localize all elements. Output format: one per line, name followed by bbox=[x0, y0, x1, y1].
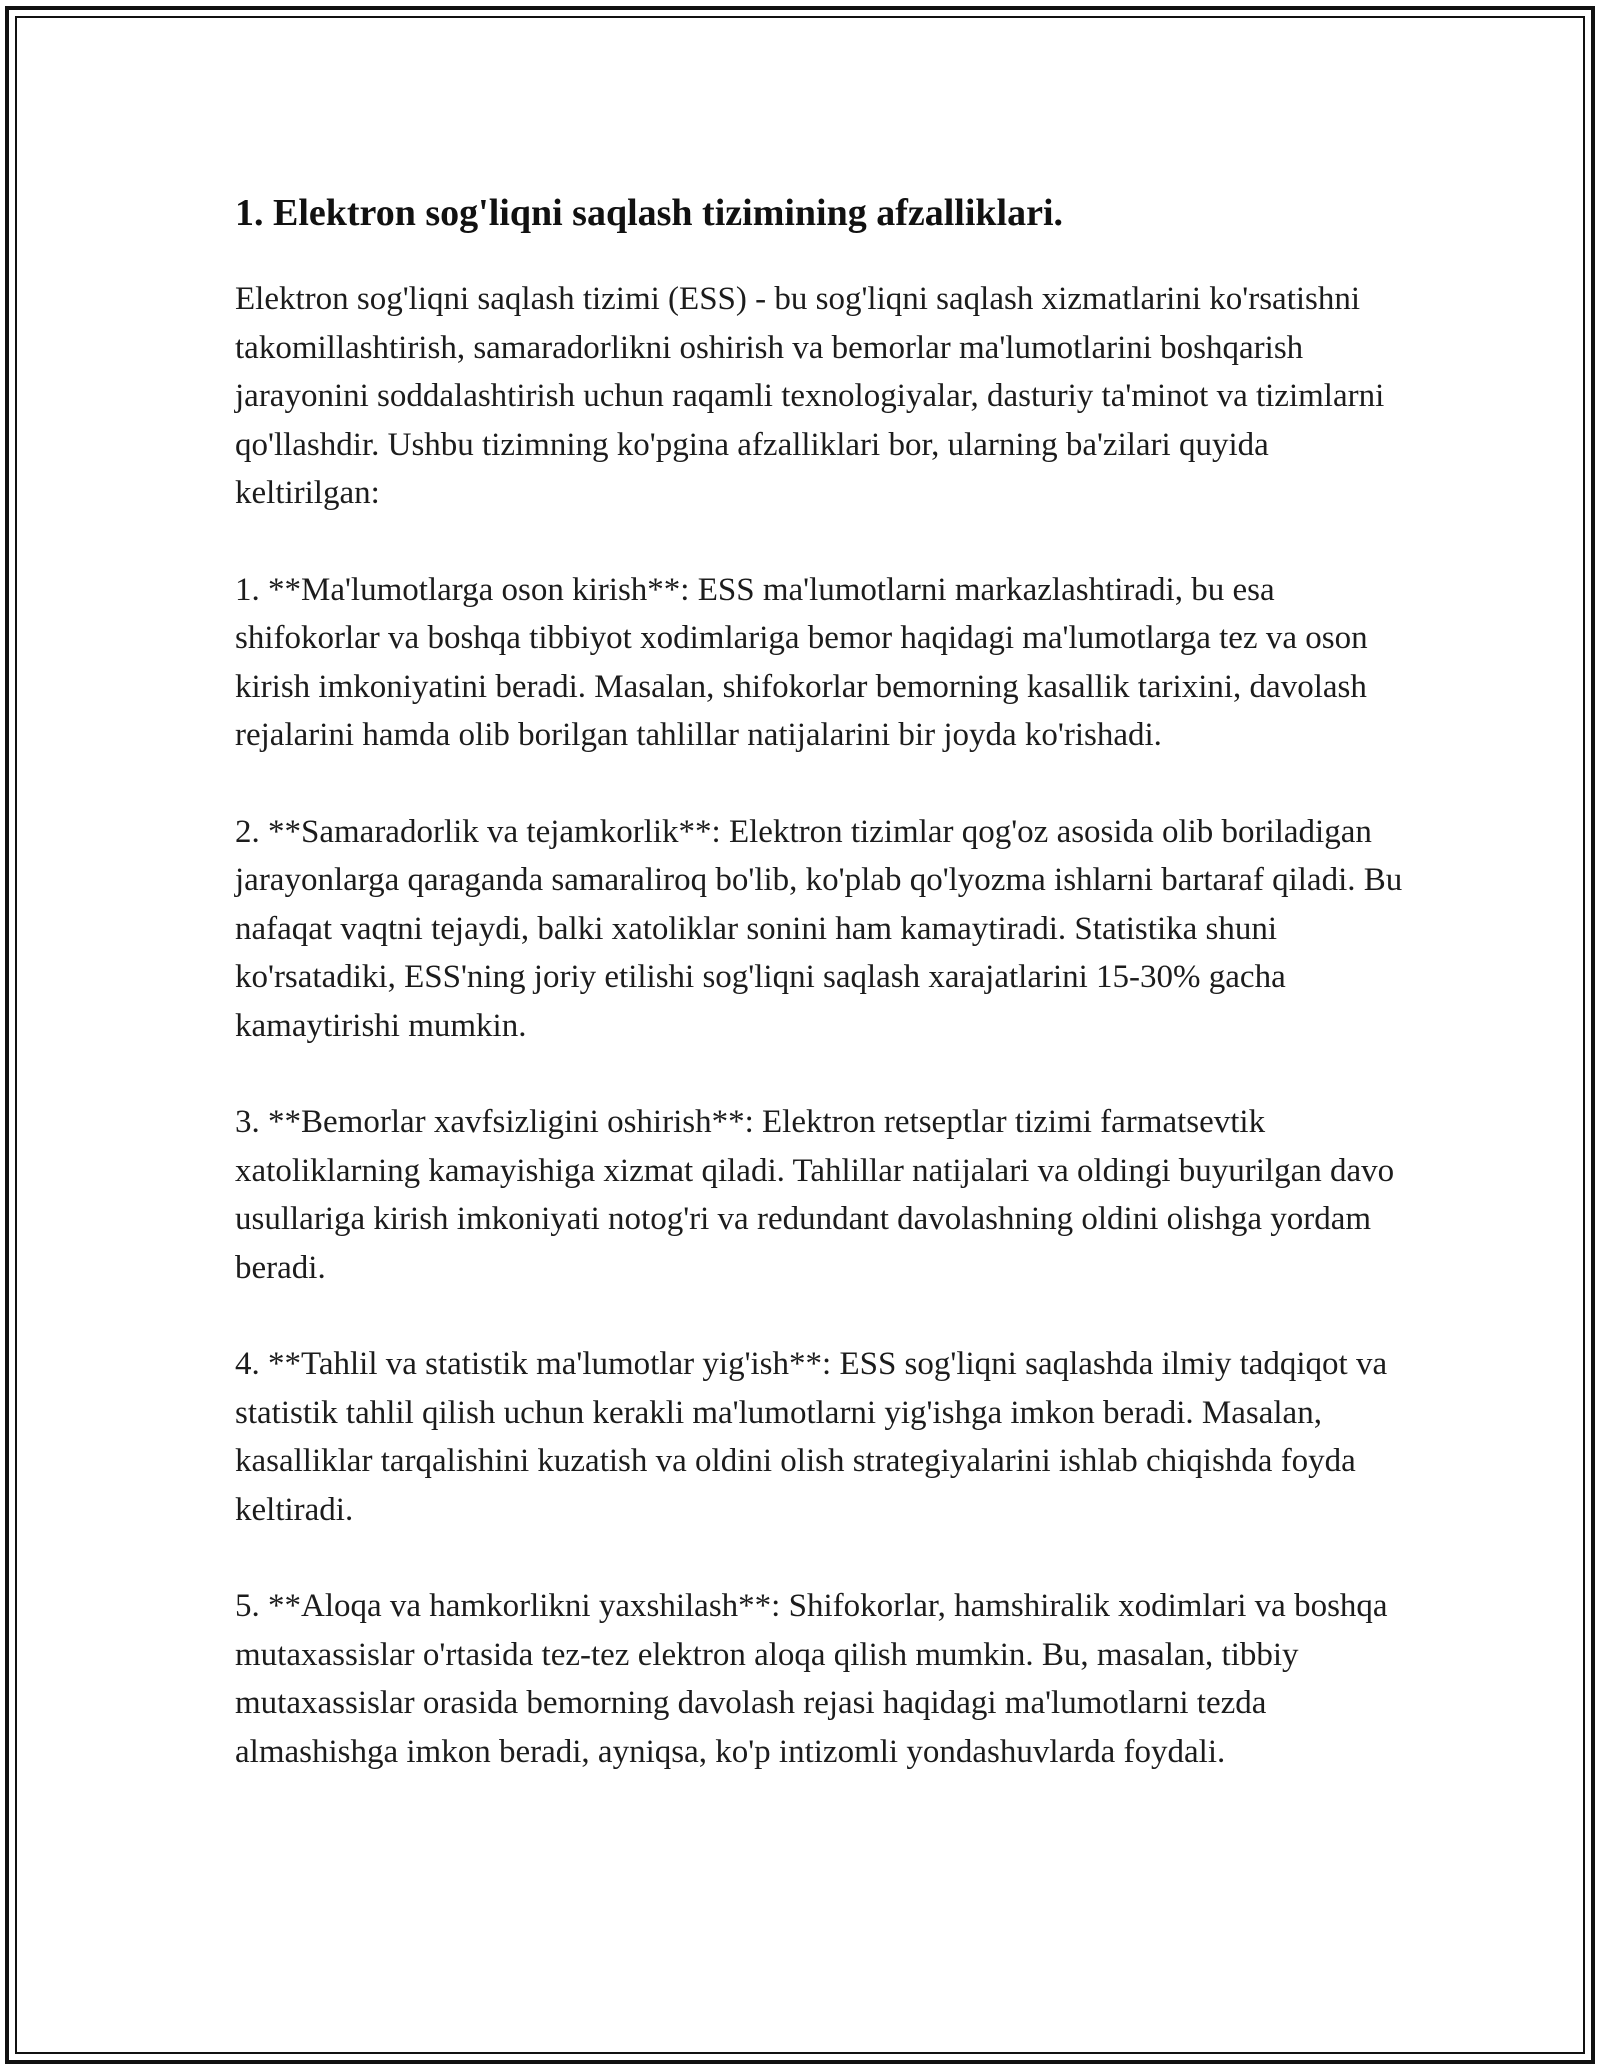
point-paragraph-4: 4. **Tahlil va statistik ma'lumotlar yig'ish**: ESS sog'liqni saqlashda ilmiy tadqiqot va statistik tahlil qilish uchun kerakli ma'lumotlarni yig'ishga imkon beradi. Masalan, kasalliklar tarqalishini kuzatish va oldini olish strategiyalarini ishlab chiqishda foyda keltiradi. bbox=[235, 1346, 1388, 1528]
document-body bbox=[235, 186, 1405, 1776]
point-paragraph-2: 2. **Samaradorlik va tejamkorlik**: Elektron tizimlar qog'oz asosida olib boriladigan jarayonlarga qaraganda samaraliroq bo'lib, ko'plab qo'lyozma ishlarni bartaraf qiladi. Bu nafaqat vaqtni tejaydi, balki xatoliklar sonini ham kamaytiradi. Statistika shuni ko'rsatadiki, ESS'ning joriy etilishi sog'liqni saqlash xarajatlarini 15-30% gacha kamaytirishi mumkin. bbox=[235, 813, 1403, 1044]
point-paragraph-5: 5. **Aloqa va hamkorlikni yaxshilash**: Shifokorlar, hamshiralik xodimlari va boshqa mutaxassislar o'rtasida tez-tez elektron aloqa qilish mumkin. Bu, masalan, tibbiy mutaxassislar orasida bemorning davolash rejasi haqidagi ma'lumotlarni tezda almashishga imkon beradi, ayniqsa, ko'p intizomli yondashuvlarda foydali. bbox=[235, 1588, 1388, 1770]
point-paragraph-1: 1. **Ma'lumotlarga oson kirish**: ESS ma'lumotlarni markazlashtiradi, bu esa shifokorlar va boshqa tibbiyot xodimlariga bemor haqidagi ma'lumotlarga tez va oson kirish imkoniyatini beradi. Masalan, shifokorlar bemorning kasallik tarixini, davolash rejalarini hamda olib borilgan tahlillar natijalarini bir joyda ko'rishadi. bbox=[235, 571, 1368, 753]
intro-paragraph: Elektron sog'liqni saqlash tizimi (ESS) - bu sog'liqni saqlash xizmatlarini ko'rsatishni takomillashtirish, samaradorlikni oshirish va bemorlar ma'lumotlarini boshqarish jarayonini soddalashtirish uchun raqamli texnologiyalar, dasturiy ta'minot va tizimlarni qo'llashdir. Ushbu tizimning ko'pgina afzalliklari bor, ularning ba'zilari quyida keltirilgan: bbox=[235, 281, 1385, 511]
point-paragraph-3: 3. **Bemorlar xavfsizligini oshirish**: Elektron retseptlar tizimi farmatsevtik xatoliklarning kamayishiga xizmat qiladi. Tahlillar natijalari va oldingi buyurilgan davo usullariga kirish imkoniyati notog'ri va redundant davolashning oldini olishga yordam beradi. bbox=[235, 1104, 1395, 1286]
page-title: 1. Elektron sog'liqni saqlash tizimining afzalliklari. bbox=[235, 192, 1064, 234]
